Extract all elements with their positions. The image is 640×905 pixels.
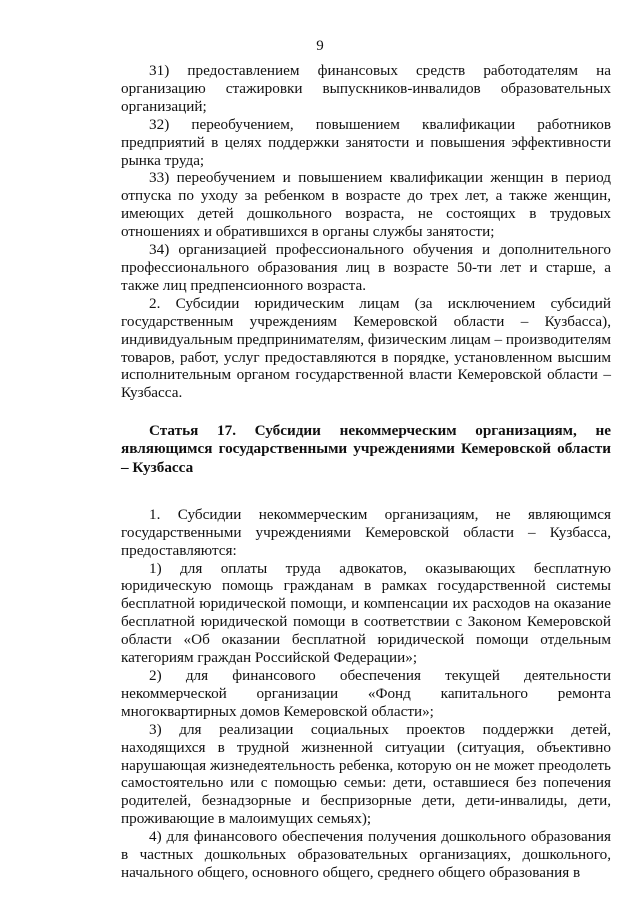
list-item-31: 31) предоставлением финансовых средств работодателям на организацию стажировки выпускников-инвалидов образовательных организаций; xyxy=(121,62,611,115)
document-body xyxy=(121,62,611,882)
spacer xyxy=(121,477,611,506)
page-number: 9 xyxy=(316,38,324,54)
list-item-4: 4) для финансового обеспечения получения дошкольного образования в частных дошкольных образовательных организациях, дошкольного, начального общего, основного общего, среднего общего образования в xyxy=(121,828,611,881)
list-item-1: 1) для оплаты труда адвокатов, оказывающих бесплатную юридическую помощь гражданам в рамках государственной системы бесплатной юридической помощи, и компенсации их расходов на оказание бесплатной юридической помощи в соответствии с Законом Кемеровской области «Об оказании бесплатной юридической помощи отдельным категориям граждан Российской Федерации»; xyxy=(121,559,611,667)
list-item-2: 2) для финансового обеспечения текущей деятельности некоммерческой организации «Фонд капитального ремонта многоквартирных домов Кемеровской области»; xyxy=(121,666,611,720)
list-item-32: 32) переобучением, повышением квалификации работников предприятий в целях поддержки занятости и повышения эффективности рынка труда; xyxy=(121,115,611,169)
article-paragraph-1: 1. Субсидии некоммерческим организациям, не являющимся государственными учреждениями Кемеровской области – Кузбасса, предоставляются: xyxy=(121,505,611,559)
list-item-3: 3) для реализации социальных проектов поддержки детей, находящихся в трудной жизненной ситуации (ситуация, объективно нарушающая жизнедеятельность ребенка, которую он не может преодолеть самостоятельно или с помощью семьи: дети, оставшиеся без попечения родителей, безнадзорные и беспризорные дети, дети-инвалиды, дети, проживающие в малоимущих семьях); xyxy=(121,720,611,828)
list-item-33: 33) переобучением и повышением квалификации женщин в период отпуска по уходу за ребенком в возрасте до трех лет, а также женщин, имеющих детей дошкольного возраста, не состоящих в трудовых отношениях и обратившихся в органы службы занятости; xyxy=(121,169,611,241)
paragraph-2: 2. Субсидии юридическим лицам (за исключением субсидий государственным учреждениям Кемеровской области – Кузбасса), индивидуальным предпринимателям, физическим лицам – производителям товаров, работ, услуг предоставляются в порядке, установленном высшим исполнительным органом государственной власти Кемеровской области – Кузбасса. xyxy=(121,294,611,402)
article-title: Статья 17. Субсидии некоммерческим организациям, не являющимся государственными учреждениями Кемеровской области – Кузбасса xyxy=(121,422,611,476)
list-item-34: 34) организацией профессионального обучения и дополнительного профессионального образования лиц в возрасте 50-ти лет и старше, а также лиц предпенсионного возраста. xyxy=(121,241,611,294)
